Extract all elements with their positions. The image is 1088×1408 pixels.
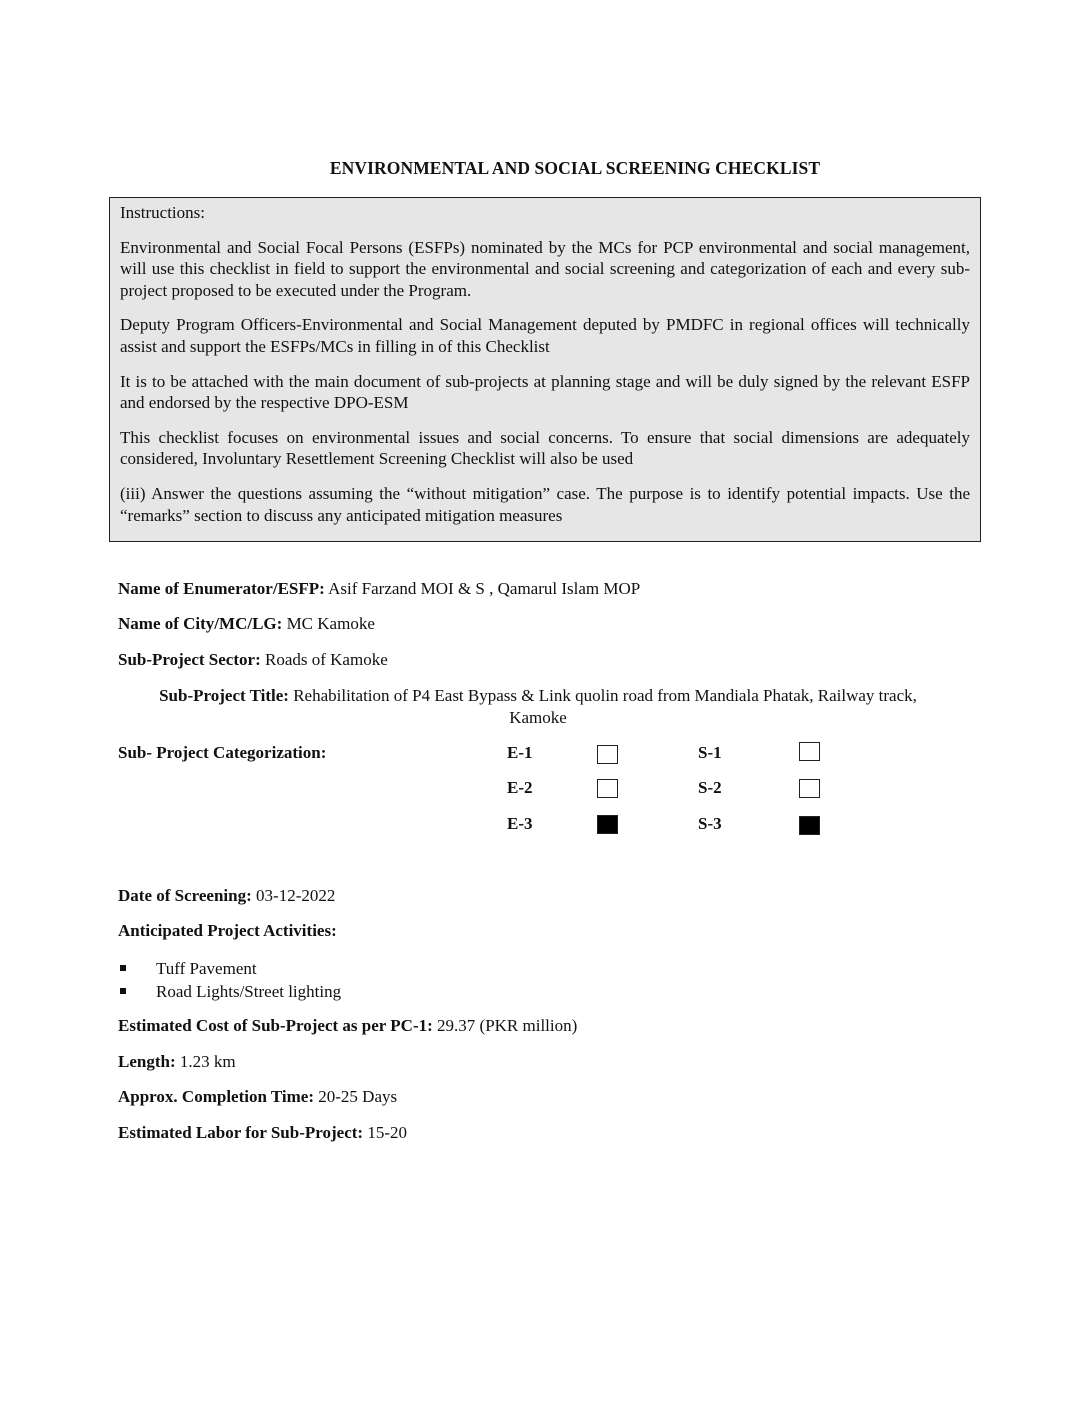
length-field <box>118 1052 236 1072</box>
bullet-icon <box>120 965 126 971</box>
project-title-value: Rehabilitation of P4 East Bypass & Link quolin road from Mandiala Phatak, Railway track, Kamoke <box>293 686 917 727</box>
completion-value: 20-25 Days <box>318 1087 398 1106</box>
instruction-paragraph: Environmental and Social Focal Persons (ESFPs) nominated by the MCs for PCP environmental and social management, will use this checklist in field to support the environmental and social screening and categorization of each and every sub-project proposed to be executed under the Program. <box>120 237 970 300</box>
category-e1-label: E-1 <box>507 743 533 762</box>
category-s1-checkbox[interactable] <box>799 742 820 761</box>
city-field <box>118 614 375 634</box>
category-e2-label: E-2 <box>507 778 533 797</box>
labor-label: Estimated Labor for Sub-Project: <box>118 1123 364 1142</box>
categorization-label: Sub- Project Categorization: <box>118 743 327 762</box>
length-value: 1.23 km <box>179 1052 236 1071</box>
category-e1-checkbox[interactable] <box>597 745 618 764</box>
category-s3-checkbox[interactable] <box>799 816 820 835</box>
completion-field <box>118 1087 397 1107</box>
bullet-icon <box>120 988 126 994</box>
category-e2-checkbox[interactable] <box>597 779 618 798</box>
category-e3-label: E-3 <box>507 814 533 833</box>
list-item: Tuff Pavement <box>118 957 341 980</box>
instruction-paragraph: (iii) Answer the questions assuming the “without mitigation” case. The purpose is to identify potential impacts. Use the “remarks” section to discuss any anticipated mitigation measures <box>120 483 970 525</box>
category-s2-label: S-2 <box>698 778 722 797</box>
date-label: Date of Screening: <box>118 886 252 905</box>
page-title: ENVIRONMENTAL AND SOCIAL SCREENING CHECKLIST <box>329 158 821 178</box>
instructions-heading: Instructions: <box>120 203 205 222</box>
sector-label: Sub-Project Sector: <box>118 650 261 669</box>
sector-value: Roads of Kamoke <box>264 650 388 669</box>
category-s2-checkbox[interactable] <box>799 779 820 798</box>
project-title-label: Sub-Project Title: <box>159 686 289 705</box>
cost-value: 29.37 (PKR million) <box>437 1016 578 1035</box>
category-s3-label: S-3 <box>698 814 722 833</box>
enumerator-field <box>118 579 640 599</box>
instructions-box <box>109 197 981 542</box>
category-s1-label: S-1 <box>698 743 722 762</box>
instruction-paragraph: This checklist focuses on environmental issues and social concerns. To ensure that social dimensions are adequately considered, Involuntary Resettlement Screening Checklist will also be used <box>120 427 970 469</box>
cost-label: Estimated Cost of Sub-Project as per PC-1: <box>118 1016 433 1035</box>
date-field <box>118 886 335 906</box>
activities-heading: Anticipated Project Activities: <box>118 921 337 940</box>
instruction-paragraph: Deputy Program Officers-Environmental and Social Management deputed by PMDFC in regional offices will technically assist and support the ESFPs/MCs in filling in of this Checklist <box>120 315 970 356</box>
city-label: Name of City/MC/LG: <box>118 614 283 633</box>
enumerator-value: Asif Farzand MOI & S , Qamarul Islam MOP <box>328 579 641 598</box>
enumerator-label: Name of Enumerator/ESFP: <box>118 579 325 598</box>
labor-value: 15-20 <box>367 1123 407 1142</box>
completion-label: Approx. Completion Time: <box>118 1087 314 1106</box>
date-value: 03-12-2022 <box>256 886 336 905</box>
sector-field <box>118 650 388 670</box>
city-value: MC Kamoke <box>286 614 375 633</box>
category-e3-checkbox[interactable] <box>597 815 618 834</box>
cost-field <box>118 1016 577 1036</box>
labor-field <box>118 1123 407 1143</box>
instruction-paragraph: It is to be attached with the main document of sub-projects at planning stage and will be duly signed by the relevant ESFP and endorsed by the respective DPO-ESM <box>120 371 970 413</box>
length-label: Length: <box>118 1052 176 1071</box>
project-title-field <box>138 685 938 729</box>
list-item: Road Lights/Street lighting <box>118 980 341 1003</box>
activities-list <box>118 957 341 1003</box>
